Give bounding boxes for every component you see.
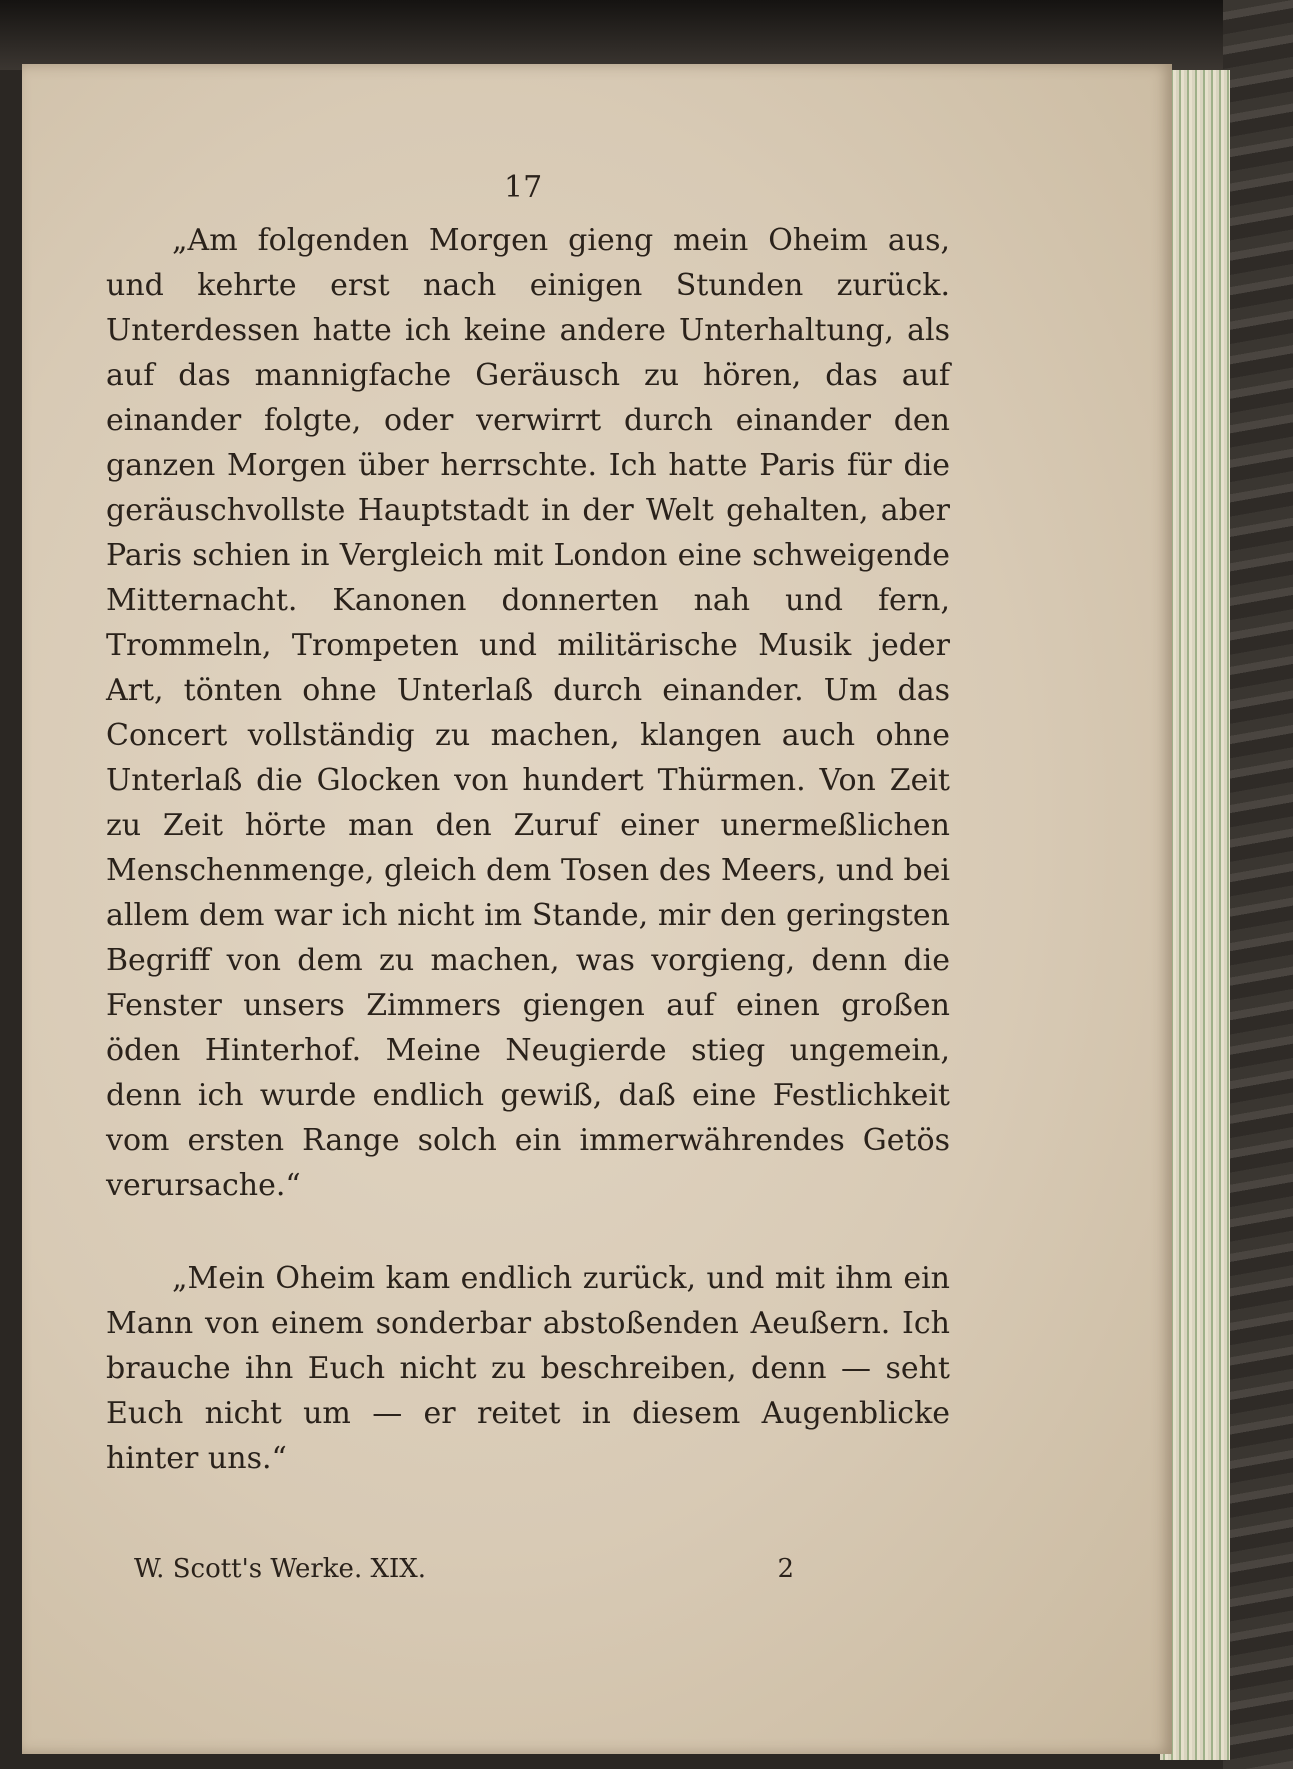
footer-signature: W. Scott's Werke. XIX. — [134, 1554, 427, 1584]
page-footer — [134, 1554, 794, 1584]
book-page — [22, 64, 1172, 1754]
sheet-number: 2 — [777, 1554, 794, 1584]
paragraph: „Am folgenden Morgen gieng mein Oheim aus, und kehrte erst nach einigen Stunden zurück. Unterdessen hatte ich keine andere Unterhaltung, als auf das mannigfache Geräusch zu hören, das auf einander folgte, oder verwirrt durch einander den ganzen Morgen über herrschte. Ich hatte Paris für die geräuschvollste Hauptstadt in der Welt gehalten, aber Paris schien in Vergleich mit London eine schweigende Mitternacht. Kanonen donnerten nah und fern, Trommeln, Trompeten und militärische Musik jeder Art, tönten ohne Unterlaß durch einander. Um das Concert vollständig zu machen, klangen auch ohne Unterlaß die Glocken von hundert Thürmen. Von Zeit zu Zeit hörte man den Zuruf einer unermeßlichen Menschenmenge, gleich dem Tosen des Meers, und bei allem dem war ich nicht im Stande, mir den geringsten Begriff von dem zu machen, was vorgieng, denn die Fenster unsers Zimmers giengen auf einen großen öden Hinterhof. Meine Neugierde stieg ungemein, denn ich wurde endlich gewiß, daß eine Festlichkeit vom ersten Range solch ein immerwährendes Getös verursache.“ — [106, 223, 950, 1203]
page-number: 17 — [504, 170, 543, 205]
paragraph: „Mein Oheim kam endlich zurück, und mit ihm ein Mann von einem sonderbar abstoßenden Aeußern. Ich brauche ihn Euch nicht zu beschreiben, denn — seht Euch nicht um — er reitet in diesem Augenblicke hinter uns.“ — [106, 1261, 950, 1476]
book-cover-edge — [1223, 0, 1293, 1769]
scan-background-top — [0, 0, 1293, 70]
body-text — [106, 218, 950, 1481]
